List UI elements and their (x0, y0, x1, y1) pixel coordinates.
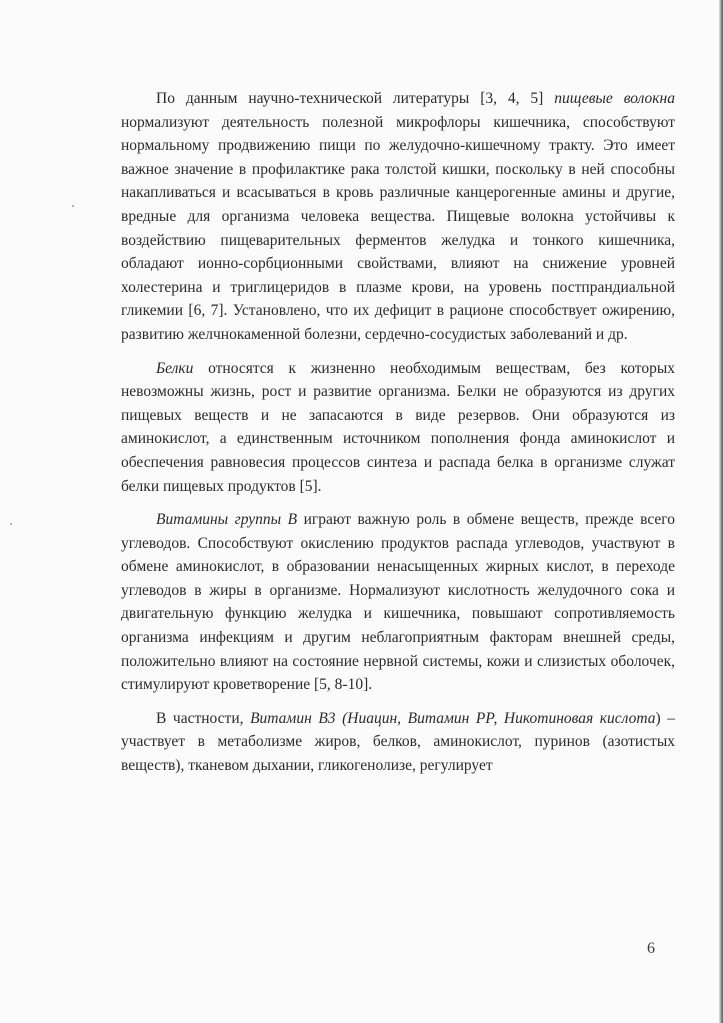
emphasis-dietary-fiber: пищевые волокна (554, 90, 675, 107)
text-segment: относятся к жизненно необходимым веществам, без которых невозможны жизнь, рост и развитие организма. Белки не образуются из других пищевых веществ и не запасаются в виде резервов. Они образуются из аминокислот, а единственным источником пополнения фонда аминокислот и обеспечения равновесия процессов синтеза и распада белка в организме служат белки пищевых продуктов [5]. (121, 359, 675, 495)
page-number: 6 (647, 940, 655, 957)
paragraph-vitamin-b3 (121, 707, 675, 778)
scan-speck (72, 205, 74, 207)
text-segment: В частности, (156, 709, 251, 727)
text-segment: По данным научно-технической литературы [3, 4, 5] (156, 90, 555, 107)
text-segment: играют важную роль в обмене веществ, прежде всего углеводов. Способствуют окислению продуктов распада углеводов, участвуют в обмене аминокислот, в образовании ненасыщенных жирных кислот, в переходе углеводов в жиры в организме. Нормализуют кислотность желудочного сока и двигательную функцию желудка и кишечника, повышают сопротивляемость организма инфекциям и другим неблагоприятным факторам внешней среды, положительно влияют на состояние нервной системы, кожи и слизистых оболочек, стимулируют кроветворение [5, 8-10]. (121, 511, 675, 694)
text-segment: ) – участвует в метаболизме жиров, белков, аминокислот, пуринов (азотистых веществ), тканевом дыхании, гликогенолизе, регулирует (121, 709, 676, 775)
scan-speck (10, 523, 12, 525)
page-edge-shadow (719, 0, 723, 1023)
text-segment: нормализуют деятельность полезной микрофлоры кишечника, способствуют нормальному продвижению пищи по желудочно-кишечному тракту. Это имеет важное значение в профилактике рака толстой кишки, поскольку в ней способны накапливаться и всасываться в кровь различные канцерогенные амины и другие, вредные для организма человека вещества. Пищевые волокна устойчивы к воздействию пищеварительных ферментов желудка и тонкого кишечника, обладают ионно-сорбционными свойствами, влияют на снижение уровней холестерина и триглицеридов в плазме крови, на уровень постпрандиальной гликемии [6, 7]. Установлено, что их дефицит в рационе способствует ожирению, развитию желчнокаменной болезни, сердечно-сосудистых заболеваний и др. (121, 113, 675, 343)
paragraph-proteins (121, 357, 675, 499)
emphasis-vitamins-b: Витамины группы В (156, 511, 298, 529)
paragraph-dietary-fiber (121, 87, 675, 347)
emphasis-proteins: Белки (156, 359, 194, 377)
emphasis-vitamin-b3: Витамин В3 (Ниацин, Витамин РР, Никотиновая кислота (250, 709, 656, 727)
paragraph-vitamins-b (121, 508, 675, 697)
document-body (121, 87, 675, 778)
